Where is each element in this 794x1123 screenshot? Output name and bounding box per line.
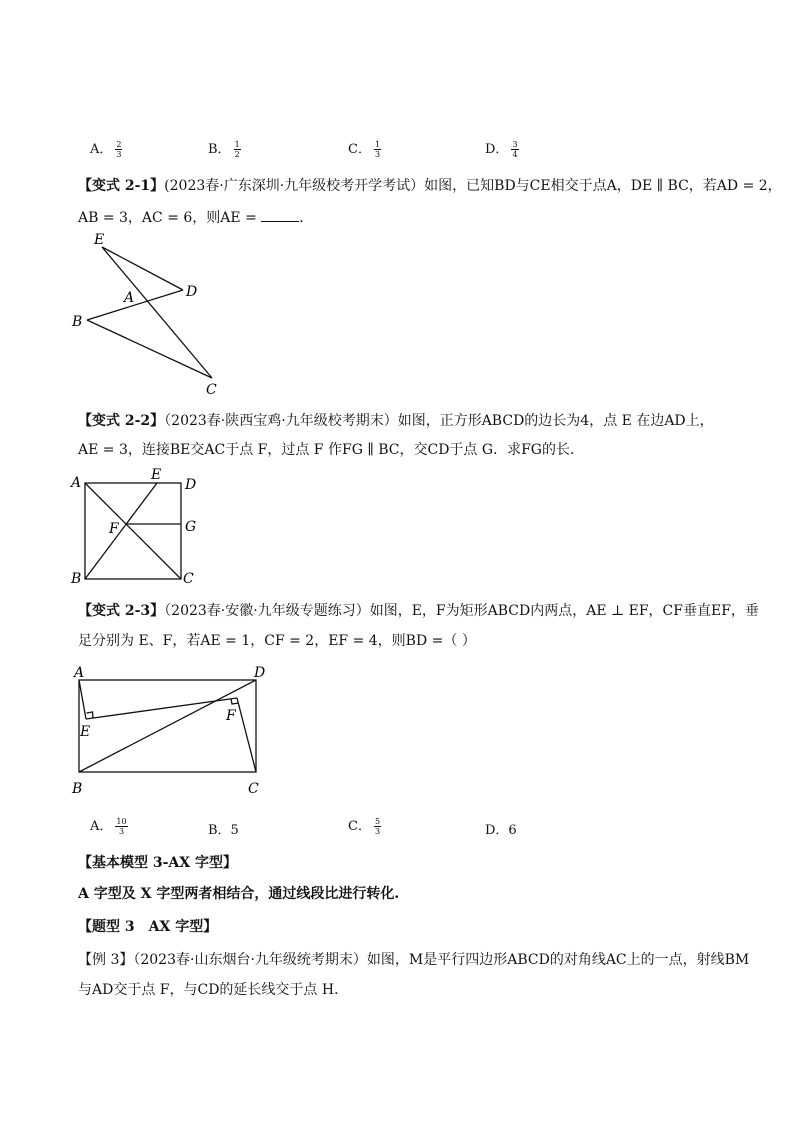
option-d-2: D．6 (485, 823, 517, 838)
label-f: F (109, 521, 119, 537)
ex3-line2: 与AD交于点 F，与CD的延长线交于点 H． (78, 982, 349, 998)
model3-desc: A 字型及 X 字型两者相结合，通过线段比进行转化. (78, 886, 400, 902)
seg-AE (79, 680, 86, 719)
label-c: C (248, 781, 259, 797)
option-d: D． $\frac{3}{4}$ (485, 140, 518, 159)
label-e: E (151, 467, 162, 483)
option-c: C． $\frac{1}{3}$ (348, 140, 381, 159)
seg-EC (102, 247, 212, 378)
label-a: A (74, 665, 85, 681)
v21-line2: AB = 3，AC = 6，则AE = ． (78, 207, 313, 228)
seg-DB (87, 290, 183, 320)
label-b: B (72, 314, 83, 330)
label-c: C (183, 571, 194, 587)
type3-title: 【题型 3 AX 字型】 (78, 919, 218, 935)
v21-diagram (60, 230, 240, 400)
label-a: A (124, 290, 135, 306)
option-b: B． $\frac{1}{2}$ (208, 140, 240, 159)
seg-ED (102, 247, 183, 290)
label-d: D (254, 665, 266, 681)
option-a: A． $\frac{2}{3}$ (90, 140, 122, 159)
v22-line2: AE = 3，连接BE交AC于点 F，过点 F 作FG ∥ BC，交CD于点 G．求FG的长． (78, 442, 584, 458)
v22-diagram (65, 465, 205, 590)
v23-line2: 足分别为 E、F，若AE = 1，CF = 2，EF = 4，则BD =（ ） (78, 633, 476, 649)
model3-title: 【基本模型 3-AX 字型】 (78, 855, 238, 871)
seg-EB (85, 483, 157, 579)
option-b-2: B．5 (208, 823, 239, 838)
v21-line1: 【变式 2-1】(2023春·广东深圳·九年级校考开学考试）如图，已知BD与CE相交于点A，DE ∥ BC，若AD = 2， (78, 178, 782, 194)
seg-BD (79, 680, 256, 772)
label-f: F (226, 708, 236, 724)
answer-blank[interactable] (261, 207, 299, 222)
seg-FC (237, 698, 256, 772)
v22-line1: 【变式 2-2】（2023春·陕西宝鸡·九年级校考期末）如图，正方形ABCD的边长为4，点 E 在边AD上， (78, 413, 714, 429)
option-a-2: A． $\frac{10}{3}$ (90, 817, 127, 836)
right-angle-e (87, 712, 94, 718)
label-b: B (71, 571, 82, 587)
label-b: B (72, 781, 83, 797)
label-d: D (186, 284, 198, 300)
label-g: G (185, 519, 197, 535)
seg-AC (85, 483, 181, 579)
v23-line1: 【变式 2-3】（2023春·安徽·九年级专题练习）如图，E，F为矩形ABCD内两点，AE ⊥ EF，CF垂直EF，垂 (78, 603, 759, 619)
seg-BC (87, 320, 212, 378)
label-e: E (80, 724, 91, 740)
label-a: A (71, 475, 82, 491)
label-e: E (94, 232, 105, 248)
label-c: C (206, 382, 217, 398)
ex3-line1: 【例 3】（2023春·山东烟台·九年级统考期末）如图，M是平行四边形ABCD的对角线AC上的一点，射线BM (78, 952, 750, 968)
label-d: D (185, 477, 197, 493)
v23-diagram (62, 660, 277, 800)
option-c-2: C． $\frac{5}{3}$ (348, 817, 381, 836)
